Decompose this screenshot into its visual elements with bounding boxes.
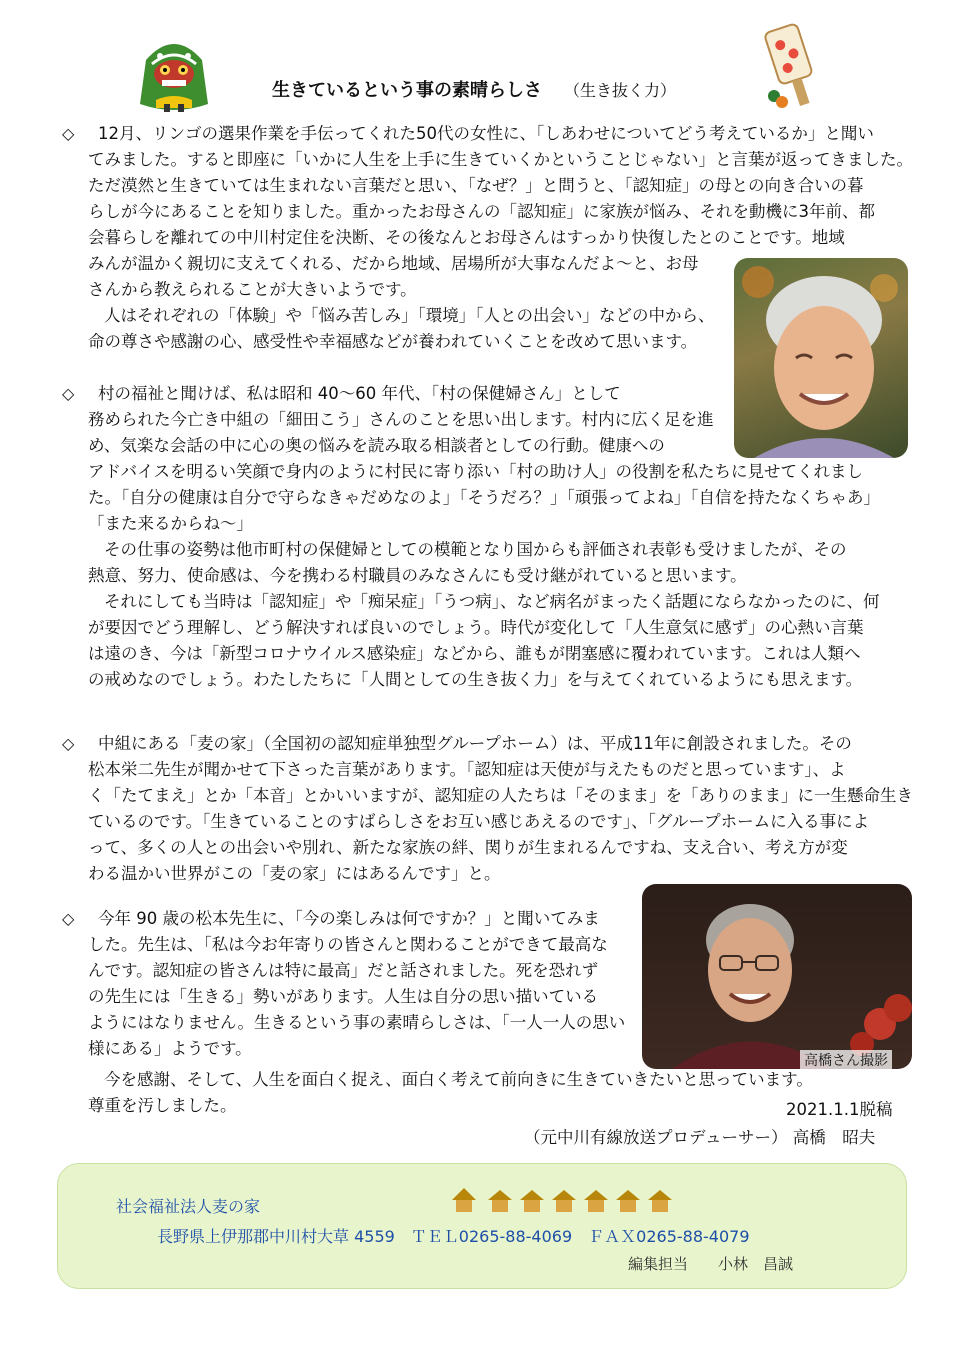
body-line: の先生には「生きる」勢いがあります。人生は自分の思い描いている — [88, 987, 599, 1006]
body-line: は遠のき、今は「新型コロナウイルス感染症」などから、誰もが閉塞感に覆われています。これは人類へ — [88, 644, 861, 663]
body-line: ただ漠然と生きていては生まれない言葉だと思い、「なぜ？」と問うと、「認知症」の母との向き合いの暮 — [88, 176, 864, 195]
body-line: 今年 90 歳の松本先生に、「今の楽しみは何ですか？」と聞いてみま — [98, 909, 600, 928]
paragraph-marker: ◇ — [62, 124, 75, 143]
body-line: 熱意、努力、使命感は、今を携わる村職員のみなさんにも受け継がれていると思います。 — [88, 566, 747, 585]
body-line: が要因でどう理解し、どう解決すれば良いのでしょう。時代が変化して「人生意気に感ず」の心熱い言葉 — [88, 618, 864, 637]
body-line: みんが温かく親切に支えてくれる、だから地域、居場所が大事なんだよ～と、お母 — [88, 254, 699, 273]
body-line: 中組にある「麦の家」（全国初の認知症単独型グループホーム）は、平成11年に創設されました。その — [98, 734, 852, 753]
body-line: 村の福祉と聞けば、私は昭和 40～60 年代、「村の保健婦さん」として — [98, 384, 621, 403]
body-line: その仕事の姿勢は他市町村の保健婦としての模範となり国からも評価され表彰も受けましたが、その — [104, 540, 847, 559]
body-line: ようにはなりません。生きるという事の素晴らしさは、「一人一人の思い — [88, 1013, 626, 1032]
paragraph-marker: ◇ — [62, 384, 75, 403]
body-line: 務められた今亡き中組の「細田こう」さんのことを思い出します。村内に広く足を進 — [88, 410, 714, 429]
body-line: てみました。すると即座に「いかに人生を上手に生きていくかということじゃない」と言葉が返ってきました。 — [88, 150, 913, 169]
elderly-woman-photo — [734, 258, 908, 458]
body-line: 人はそれぞれの「体験」や「悩み苦しみ」「環境」「人との出会い」などの中から、 — [104, 306, 715, 325]
footer-org: 社会福祉法人麦の家 — [116, 1197, 261, 1216]
body-line: 松本栄二先生が聞かせて下さった言葉があります。「認知症は天使が与えたものだと思っています」、よ — [88, 760, 846, 779]
elderly-man-photo — [642, 884, 912, 1069]
body-line: した。先生は、「私は今お年寄りの皆さんと関わることができて最高な — [88, 935, 608, 954]
body-line: んです。認知症の皆さんは特に最高」だと話されました。死を恐れず — [88, 961, 599, 980]
body-line: って、多くの人との出会いや別れ、新たな家族の絆、関りが生まれるんですね、支え合い、考え方が変 — [88, 838, 848, 857]
body-line: く「たてまえ」とか「本音」とかいいますが、認知症の人たちは「そのまま」を「ありのまま」に一生懸命生き — [88, 786, 913, 805]
hagoita-paddle-icon — [764, 22, 824, 114]
lion-dance-mascot-icon — [138, 30, 210, 112]
author-text: （元中川有線放送プロデューサー） 高橋 昭夫 — [524, 1128, 876, 1147]
subtitle-text: （生き抜く力） — [564, 81, 677, 100]
body-line: の戒めなのでしょう。わたしたちに「人間としての生き抜く力」を与えてくれているようにも思えます。 — [88, 670, 863, 689]
footer-address: 長野県上伊那郡中川村大草 4559 ＴＥＬ0265-88-4069 ＦＡＸ0265-88-4079 — [157, 1227, 750, 1246]
paragraph-marker: ◇ — [62, 734, 75, 753]
photo-caption: 高橋さん撮影 — [800, 1050, 892, 1069]
body-line: アドバイスを明るい笑顔で身内のように村民に寄り添い「村の助け人」の役割を私たちに見せてくれまし — [88, 462, 864, 481]
body-line: め、気楽な会話の中に心の奥の悩みを読み取る相談者としての行動。健康への — [88, 436, 665, 455]
body-line: 今を感謝、そして、人生を面白く捉え、面白く考えて前向きに生きていきたいと思っています。 — [104, 1070, 813, 1089]
body-line: らしが今にあることを知りました。重かったお母さんの「認知症」に家族が悩み、それを動機に3年前、都 — [88, 202, 875, 221]
body-line: た。「自分の健康は自分で守らなきゃだめなのよ」「そうだろ？」「頑張ってよね」「自信を持たなくちゃあ」 — [88, 488, 880, 507]
date-text: 2021.1.1脱稿 — [786, 1100, 893, 1119]
page-title — [272, 76, 676, 102]
body-line: 様にある」ようです。 — [88, 1039, 252, 1058]
body-line: 尊重を汚しました。 — [88, 1096, 237, 1115]
title-text: 生きているという事の素晴らしさ — [272, 80, 542, 101]
body-line: 会暮らしを離れての中川村定住を決断、その後なんとお母さんはすっかり快復したとのことです。地域 — [88, 228, 845, 247]
footer-editor: 編集担当 小林 昌誠 — [628, 1255, 794, 1273]
paragraph-marker: ◇ — [62, 909, 75, 928]
body-line: それにしても当時は「認知症」や「痴呆症」「うつ病」、など病名がまったく話題にならなかったのに、何 — [104, 592, 880, 611]
body-line: ているのです。「生きていることのすばらしさをお互い感じあえるのです」、「グループホームに入る事によ — [88, 812, 870, 831]
body-line: わる温かい世界がこの「麦の家」にはあるんです」と。 — [88, 864, 501, 883]
mascot-row-icon — [448, 1182, 688, 1216]
body-line: さんから教えられることが大きいようです。 — [88, 280, 417, 299]
body-line: 命の尊さや感謝の心、感受性や幸福感などが養われていくことを改めて思います。 — [88, 332, 698, 351]
body-line: 「また来るからね～」 — [88, 514, 253, 533]
body-line: 12月、リンゴの選果作業を手伝ってくれた50代の女性に、「しあわせについてどう考えているか」と聞い — [98, 124, 874, 143]
